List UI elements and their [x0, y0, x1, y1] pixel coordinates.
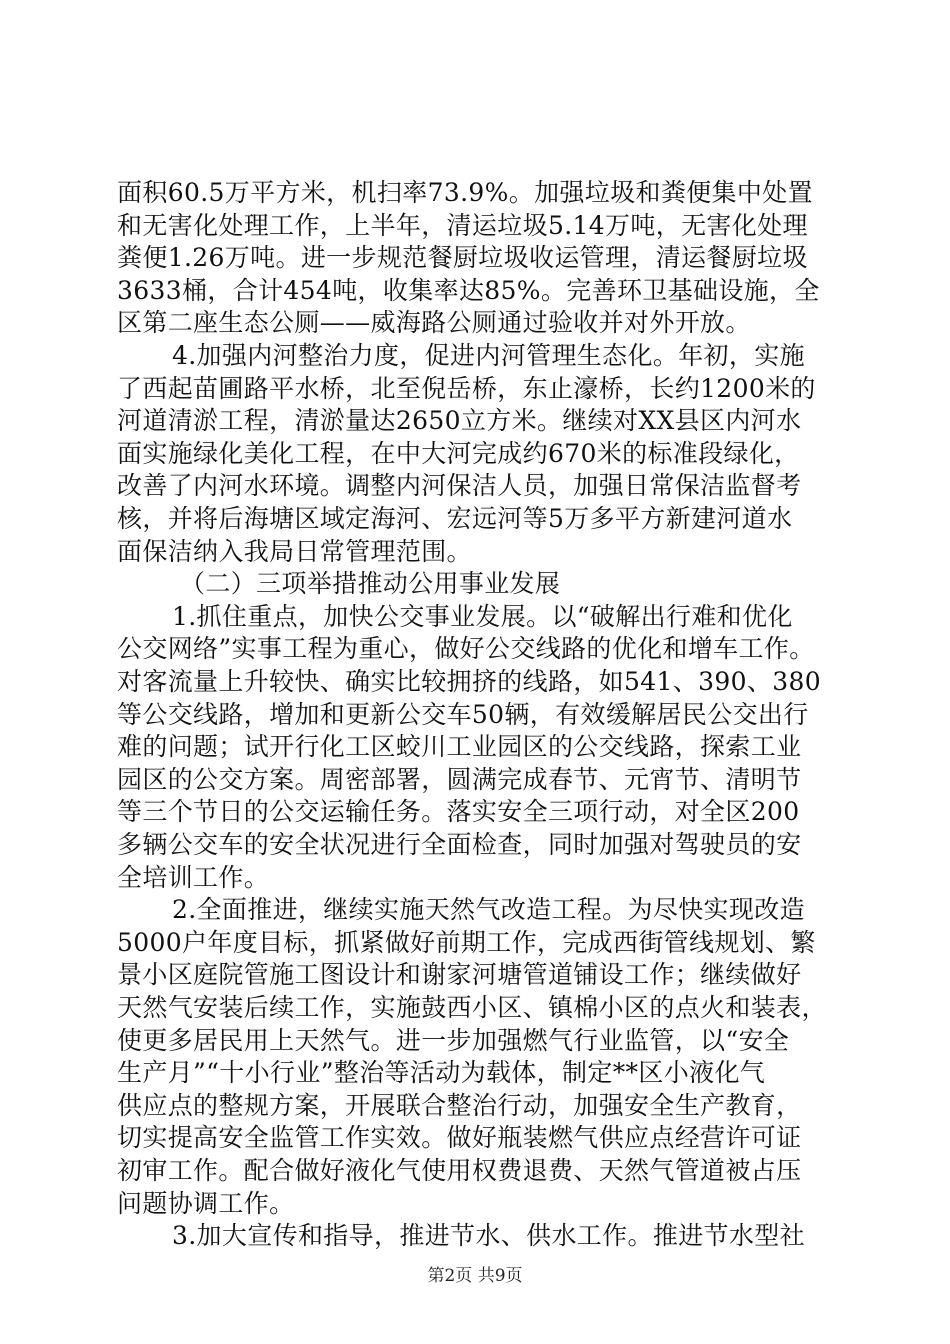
text-line: 等公交线路，增加和更新公交车50辆，有效缓解居民公交出行 [117, 700, 809, 729]
text-line: 园区的公交方案。周密部署，圆满完成春节、元宵节、清明节 [117, 765, 802, 794]
text-line: 使更多居民用上天然气。进一步加强燃气行业监管，以“安全 [117, 1026, 790, 1055]
text-line: 面实施绿化美化工程，在中大河完成约670米的标准段绿化， [117, 439, 800, 468]
text-line: 2.全面推进，继续实施天然气改造工程。为尽快实现改造 [172, 895, 805, 924]
text-line: 全培训工作。 [117, 863, 270, 892]
text-line: 区第二座生态公厕——威海路公厕通过验收并对外开放。 [117, 308, 751, 337]
text-line: 3.加大宣传和指导，推进节水、供水工作。推进节水型社 [172, 1221, 805, 1250]
text-line: 切实提高安全监管工作实效。做好瓶装燃气供应点经营许可证 [117, 1123, 802, 1152]
text-line: 等三个节日的公交运输任务。落实安全三项行动，对全区200 [117, 797, 800, 826]
text-line: 面积60.5万平方米，机扫率73.9%。加强垃圾和粪便集中处置 [117, 178, 813, 207]
text-line: 公交网络”实事工程为重心，做好公交线路的优化和增车工作。 [117, 634, 815, 663]
text-line: 和无害化处理工作，上半年，清运垃圾5.14万吨，无害化处理 [117, 211, 808, 240]
text-line: 生产月”“十小行业”整治等活动为载体，制定**区小液化气 [117, 1058, 766, 1087]
text-line: 5000户年度目标，抓紧做好前期工作，完成西街管线规划、繁 [117, 928, 816, 957]
text-line: 景小区庭院管施工图设计和谢家河塘管道铺设工作；继续做好 [117, 960, 802, 989]
text-line: 天然气安装后续工作，实施鼓西小区、镇棉小区的点火和装表， [117, 993, 827, 1022]
text-line: 4.加强内河整治力度，促进内河管理生态化。年初，实施 [172, 341, 805, 370]
text-line: 粪便1.26万吨。进一步规范餐厨垃圾收运管理，清运餐厨垃圾 [117, 243, 808, 272]
text-line: 核，并将后海塘区域定海河、宏远河等5万多平方新建河道水 [117, 504, 793, 533]
text-line: 3633桶，合计454吨，收集率达85%。完善环卫基础设施，全 [117, 276, 820, 305]
text-line: 多辆公交车的安全状况进行全面检查，同时加强对驾驶员的安 [117, 830, 802, 859]
text-line: 供应点的整规方案，开展联合整治行动，加强安全生产教育， [117, 1091, 802, 1120]
text-line: 改善了内河水环境。调整内河保洁人员，加强日常保洁监督考 [117, 471, 802, 500]
text-line: 对客流量上升较快、确实比较拥挤的线路，如541、390、380 [117, 667, 822, 696]
text-line: 面保洁纳入我局日常管理范围。 [117, 537, 472, 566]
section-heading: （二）三项举措推动公用事业发展 [180, 569, 561, 598]
text-line: 难的问题；试开行化工区蛟川工业园区的公交线路，探索工业 [117, 732, 802, 761]
text-line: 初审工作。配合做好液化气使用权费退费、天然气管道被占压 [117, 1156, 802, 1185]
text-line: 问题协调工作。 [117, 1189, 295, 1218]
page-footer: 第2页 共9页 [427, 1266, 523, 1286]
text-line: 1.抓住重点，加快公交事业发展。以“破解出行难和优化 [172, 602, 793, 631]
text-line: 了西起苗圃路平水桥，北至倪岳桥，东止濠桥，长约1200米的 [117, 374, 816, 403]
text-line: 河道清淤工程，清淤量达2650立方米。继续对XX县区内河水 [117, 406, 802, 435]
